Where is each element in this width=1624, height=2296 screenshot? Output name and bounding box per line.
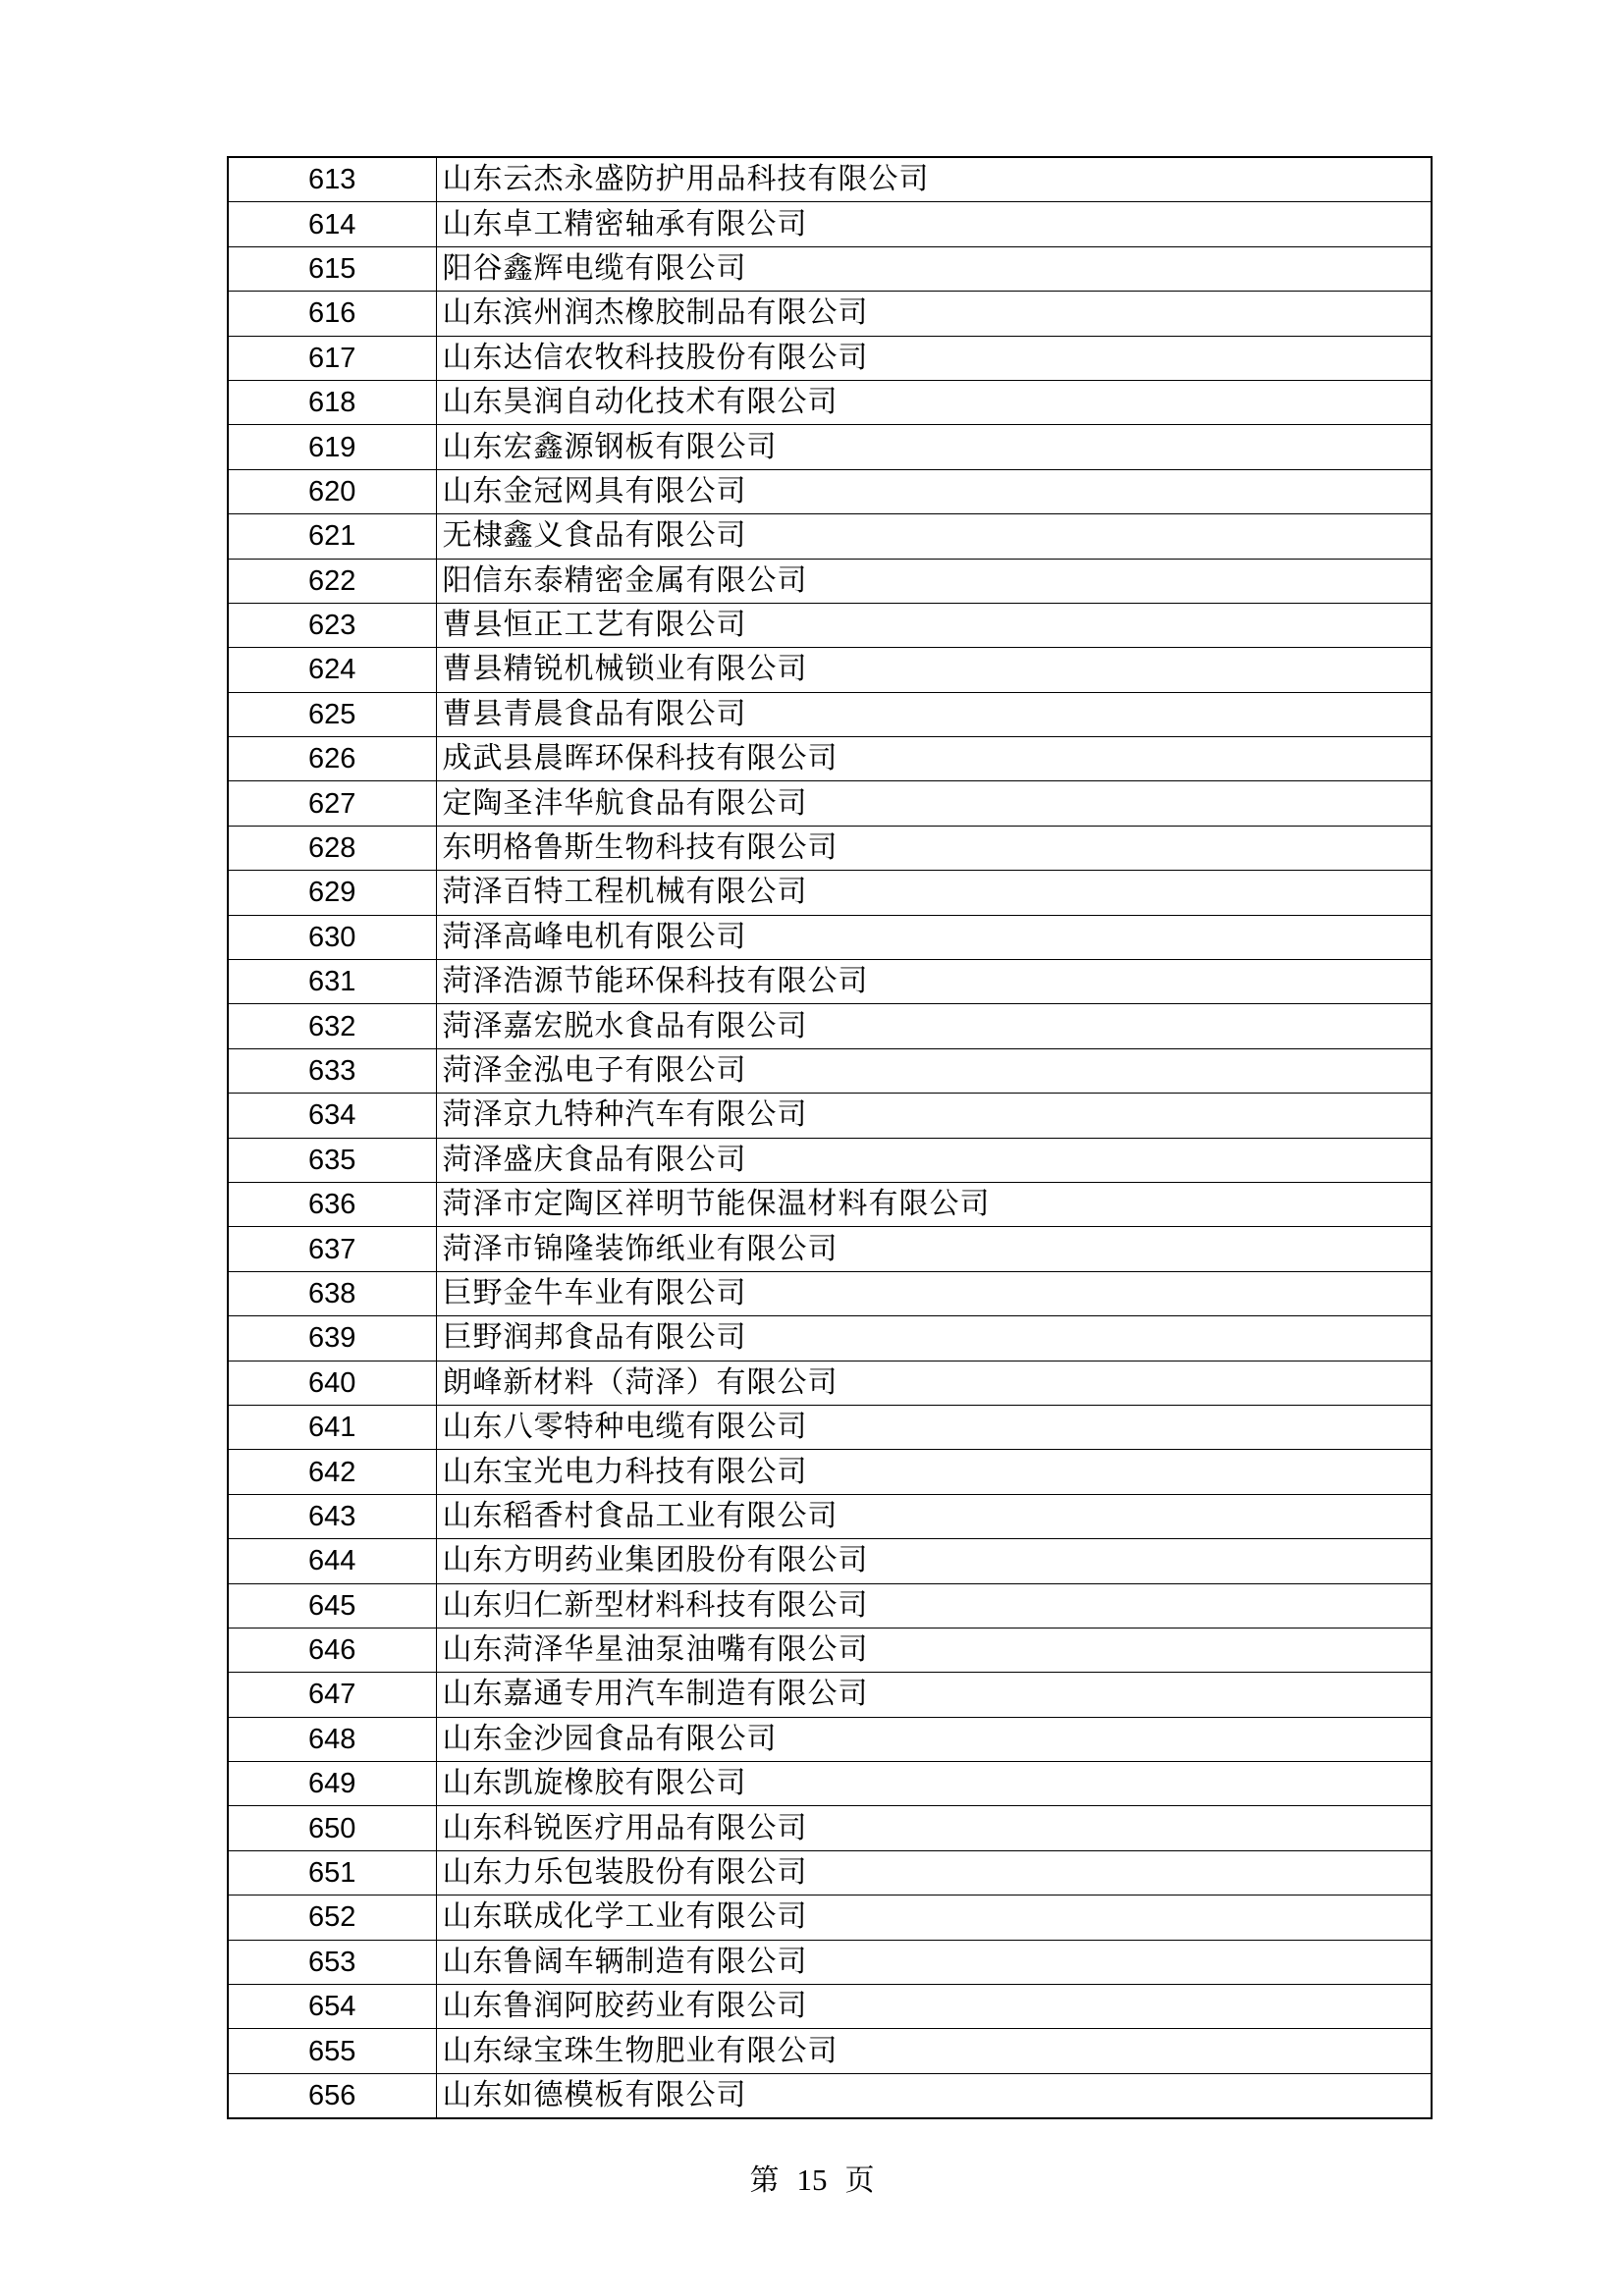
company-name: 曹县青晨食品有限公司: [436, 692, 1432, 736]
table-row: [228, 336, 1432, 380]
table-row: [228, 648, 1432, 692]
row-number: 636: [228, 1182, 436, 1226]
table-row: [228, 1628, 1432, 1672]
table-row: [228, 1271, 1432, 1315]
page-footer: [0, 2156, 1624, 2199]
company-name: 山东鲁阔车辆制造有限公司: [436, 1940, 1432, 1984]
table-row: [228, 1539, 1432, 1583]
row-number: 630: [228, 915, 436, 959]
company-name: 菏泽浩源节能环保科技有限公司: [436, 960, 1432, 1004]
company-name: 山东如德模板有限公司: [436, 2073, 1432, 2118]
company-name: 山东凯旋橡胶有限公司: [436, 1762, 1432, 1806]
table-row: [228, 1138, 1432, 1182]
company-name: 山东金冠网具有限公司: [436, 469, 1432, 513]
row-number: 652: [228, 1896, 436, 1940]
table-row: [228, 2029, 1432, 2073]
company-name: 山东宏鑫源钢板有限公司: [436, 425, 1432, 469]
table-row: [228, 202, 1432, 246]
row-number: 642: [228, 1450, 436, 1494]
company-name: 山东滨州润杰橡胶制品有限公司: [436, 292, 1432, 336]
company-name: 山东嘉通专用汽车制造有限公司: [436, 1673, 1432, 1717]
table-row: [228, 603, 1432, 647]
company-name: 山东昊润自动化技术有限公司: [436, 380, 1432, 424]
table-row: [228, 1762, 1432, 1806]
table-row: [228, 1405, 1432, 1449]
company-name: 山东联成化学工业有限公司: [436, 1896, 1432, 1940]
row-number: 650: [228, 1806, 436, 1850]
company-name: 曹县恒正工艺有限公司: [436, 603, 1432, 647]
row-number: 651: [228, 1850, 436, 1895]
company-name: 山东八零特种电缆有限公司: [436, 1405, 1432, 1449]
row-number: 654: [228, 1985, 436, 2029]
row-number: 644: [228, 1539, 436, 1583]
company-name: 山东归仁新型材料科技有限公司: [436, 1583, 1432, 1628]
row-number: 656: [228, 2073, 436, 2118]
company-name: 无棣鑫义食品有限公司: [436, 514, 1432, 559]
row-number: 613: [228, 157, 436, 202]
company-name: 山东金沙园食品有限公司: [436, 1717, 1432, 1761]
company-name: 阳谷鑫辉电缆有限公司: [436, 246, 1432, 291]
page-label-suffix: 页: [844, 2163, 875, 2198]
table-row: [228, 292, 1432, 336]
page-label-prefix: 第: [749, 2163, 780, 2198]
company-name: 山东云杰永盛防护用品科技有限公司: [436, 157, 1432, 202]
row-number: 641: [228, 1405, 436, 1449]
table-row: [228, 1094, 1432, 1138]
row-number: 617: [228, 336, 436, 380]
page-number: 15: [796, 2163, 828, 2197]
row-number: 640: [228, 1361, 436, 1405]
company-name: 定陶圣沣华航食品有限公司: [436, 781, 1432, 826]
company-name: 山东达信农牧科技股份有限公司: [436, 336, 1432, 380]
row-number: 621: [228, 514, 436, 559]
table-row: [228, 514, 1432, 559]
table-row: [228, 1717, 1432, 1761]
table-row: [228, 1673, 1432, 1717]
row-number: 634: [228, 1094, 436, 1138]
row-number: 625: [228, 692, 436, 736]
table-row: [228, 1004, 1432, 1048]
company-name: 曹县精锐机械锁业有限公司: [436, 648, 1432, 692]
company-name: 朗峰新材料（菏泽）有限公司: [436, 1361, 1432, 1405]
table-row: [228, 1227, 1432, 1271]
table-row: [228, 2073, 1432, 2118]
row-number: 645: [228, 1583, 436, 1628]
row-number: 618: [228, 380, 436, 424]
table-row: [228, 915, 1432, 959]
table-row: [228, 1896, 1432, 1940]
table-row: [228, 781, 1432, 826]
company-name: 菏泽高峰电机有限公司: [436, 915, 1432, 959]
table-row: [228, 1985, 1432, 2029]
company-name: 菏泽市锦隆装饰纸业有限公司: [436, 1227, 1432, 1271]
row-number: 647: [228, 1673, 436, 1717]
company-name: 巨野润邦食品有限公司: [436, 1316, 1432, 1361]
table-row: [228, 960, 1432, 1004]
company-name: 山东方明药业集团股份有限公司: [436, 1539, 1432, 1583]
company-name: 东明格鲁斯生物科技有限公司: [436, 826, 1432, 870]
row-number: 648: [228, 1717, 436, 1761]
company-name: 阳信东泰精密金属有限公司: [436, 559, 1432, 603]
table-row: [228, 1583, 1432, 1628]
table-row: [228, 1182, 1432, 1226]
table-row: [228, 380, 1432, 424]
company-name: 山东菏泽华星油泵油嘴有限公司: [436, 1628, 1432, 1672]
company-name: 山东绿宝珠生物肥业有限公司: [436, 2029, 1432, 2073]
company-name: 菏泽市定陶区祥明节能保温材料有限公司: [436, 1182, 1432, 1226]
row-number: 629: [228, 871, 436, 915]
company-name: 菏泽盛庆食品有限公司: [436, 1138, 1432, 1182]
company-list-table: [227, 156, 1433, 2119]
row-number: 615: [228, 246, 436, 291]
row-number: 624: [228, 648, 436, 692]
company-name: 菏泽金泓电子有限公司: [436, 1048, 1432, 1093]
company-list-body: [228, 157, 1432, 2118]
company-name: 成武县晨晖环保科技有限公司: [436, 737, 1432, 781]
table-row: [228, 1940, 1432, 1984]
company-name: 山东宝光电力科技有限公司: [436, 1450, 1432, 1494]
table-row: [228, 157, 1432, 202]
company-name: 山东稻香村食品工业有限公司: [436, 1494, 1432, 1538]
table-row: [228, 826, 1432, 870]
row-number: 623: [228, 603, 436, 647]
table-row: [228, 1850, 1432, 1895]
table-row: [228, 469, 1432, 513]
row-number: 631: [228, 960, 436, 1004]
table-row: [228, 425, 1432, 469]
company-name: 山东力乐包装股份有限公司: [436, 1850, 1432, 1895]
company-name: 菏泽京九特种汽车有限公司: [436, 1094, 1432, 1138]
company-name: 山东科锐医疗用品有限公司: [436, 1806, 1432, 1850]
company-name: 巨野金牛车业有限公司: [436, 1271, 1432, 1315]
row-number: 633: [228, 1048, 436, 1093]
row-number: 639: [228, 1316, 436, 1361]
table-row: [228, 871, 1432, 915]
table-row: [228, 1048, 1432, 1093]
table-row: [228, 1494, 1432, 1538]
table-row: [228, 737, 1432, 781]
company-name: 菏泽嘉宏脱水食品有限公司: [436, 1004, 1432, 1048]
table-row: [228, 1361, 1432, 1405]
row-number: 628: [228, 826, 436, 870]
row-number: 620: [228, 469, 436, 513]
table-row: [228, 692, 1432, 736]
table-row: [228, 1806, 1432, 1850]
table-row: [228, 1316, 1432, 1361]
row-number: 627: [228, 781, 436, 826]
table-row: [228, 1450, 1432, 1494]
row-number: 614: [228, 202, 436, 246]
row-number: 637: [228, 1227, 436, 1271]
row-number: 626: [228, 737, 436, 781]
company-name: 山东鲁润阿胶药业有限公司: [436, 1985, 1432, 2029]
row-number: 638: [228, 1271, 436, 1315]
row-number: 619: [228, 425, 436, 469]
row-number: 622: [228, 559, 436, 603]
row-number: 616: [228, 292, 436, 336]
company-name: 菏泽百特工程机械有限公司: [436, 871, 1432, 915]
company-name: 山东卓工精密轴承有限公司: [436, 202, 1432, 246]
row-number: 649: [228, 1762, 436, 1806]
row-number: 635: [228, 1138, 436, 1182]
row-number: 643: [228, 1494, 436, 1538]
row-number: 653: [228, 1940, 436, 1984]
row-number: 646: [228, 1628, 436, 1672]
row-number: 632: [228, 1004, 436, 1048]
table-row: [228, 559, 1432, 603]
row-number: 655: [228, 2029, 436, 2073]
table-row: [228, 246, 1432, 291]
